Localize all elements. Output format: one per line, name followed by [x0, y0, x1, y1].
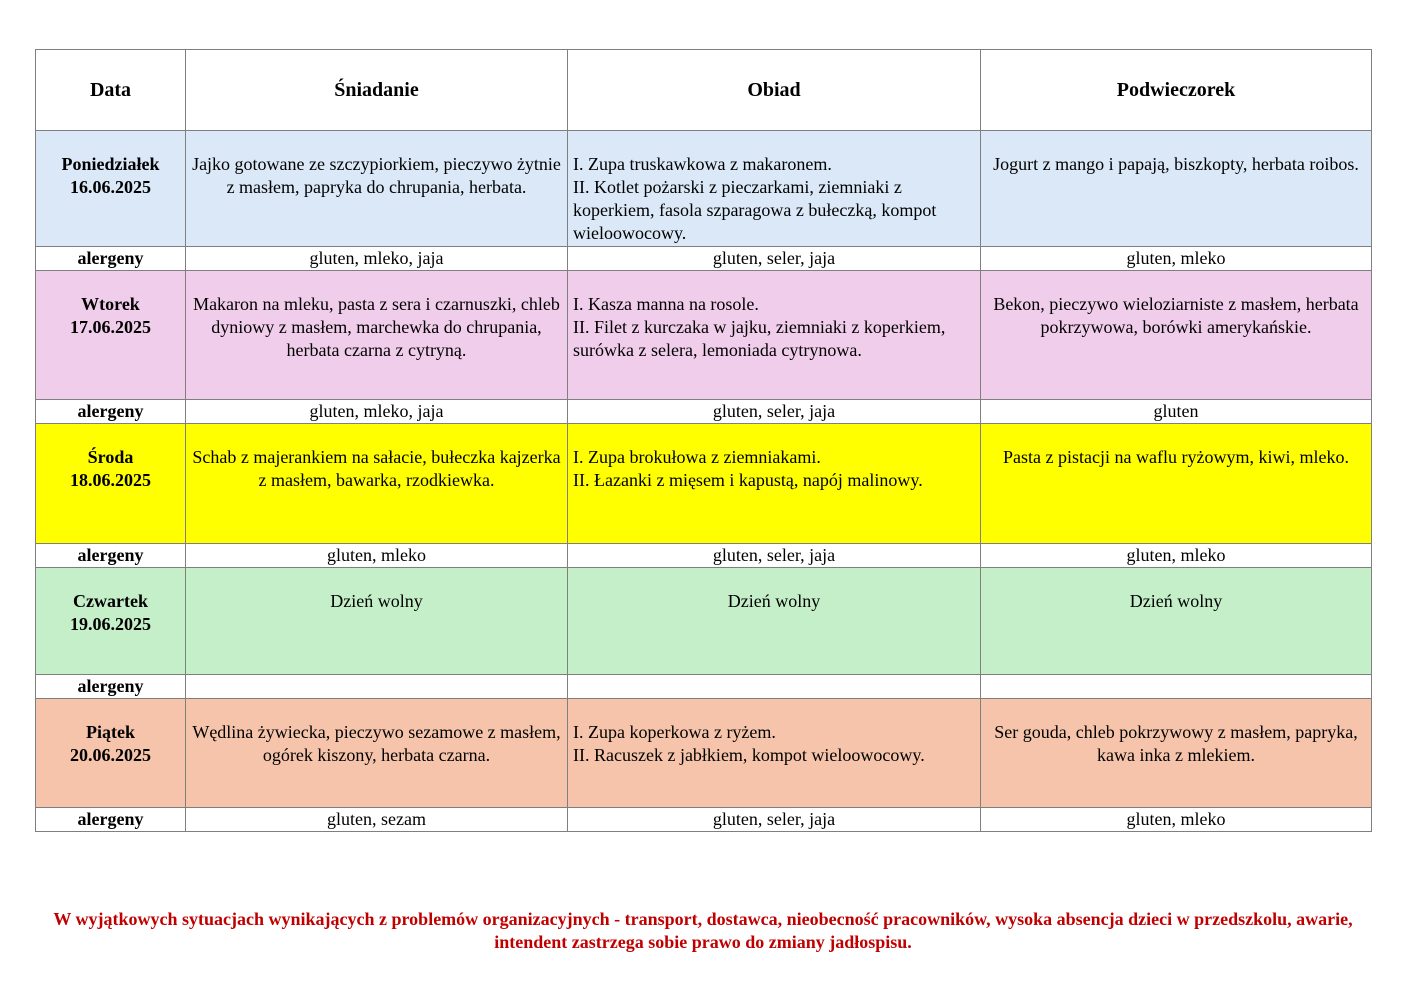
lunch-cell	[568, 424, 981, 544]
day-cell	[36, 424, 186, 544]
breakfast-cell: Jajko gotowane ze szczypiorkiem, pieczywo żytnie z masłem, papryka do chrupania, herbata.	[186, 131, 568, 247]
allergen-lunch	[568, 675, 981, 699]
allergen-row-monday	[36, 247, 1372, 271]
breakfast-cell: Schab z majerankiem na sałacie, bułeczka kajzerka z masłem, bawarka, rzodkiewka.	[186, 424, 568, 544]
day-date: 20.06.2025	[70, 745, 151, 765]
day-cell	[36, 699, 186, 808]
snack-cell: Pasta z pistacji na waflu ryżowym, kiwi, mleko.	[981, 424, 1372, 544]
allergen-row-friday	[36, 808, 1372, 832]
day-cell	[36, 271, 186, 400]
lunch-cell	[568, 271, 981, 400]
allergen-breakfast: gluten, sezam	[186, 808, 568, 832]
day-row-friday	[36, 699, 1372, 808]
header-snack: Podwieczorek	[981, 50, 1372, 131]
lunch-cell	[568, 699, 981, 808]
day-name: Piątek	[86, 722, 135, 742]
day-date: 19.06.2025	[70, 614, 151, 634]
header-lunch: Obiad	[568, 50, 981, 131]
lunch-main: II. Kotlet pożarski z pieczarkami, ziemniaki z koperkiem, fasola szparagowa z bułeczką, kompot wieloowocowy.	[573, 177, 937, 243]
allergen-label: alergeny	[36, 544, 186, 568]
day-row-tuesday	[36, 271, 1372, 400]
disclaimer-note: W wyjątkowych sytuacjach wynikających z problemów organizacyjnych - transport, dostawca, nieobecność pracowników, wysoka absencja dzieci w przedszkolu, awarie, intendent zastrzega sobie prawo do zmiany jadłospisu.	[53, 909, 1353, 952]
lunch-soup: I. Zupa koperkowa z ryżem.	[573, 722, 776, 742]
header-row	[36, 50, 1372, 131]
allergen-row-wednesday	[36, 544, 1372, 568]
allergen-breakfast: gluten, mleko, jaja	[186, 400, 568, 424]
allergen-label: alergeny	[36, 247, 186, 271]
allergen-breakfast: gluten, mleko, jaja	[186, 247, 568, 271]
allergen-snack: gluten, mleko	[981, 247, 1372, 271]
header-date: Data	[36, 50, 186, 131]
allergen-lunch: gluten, seler, jaja	[568, 400, 981, 424]
lunch-main: II. Filet z kurczaka w jajku, ziemniaki z koperkiem, surówka z selera, lemoniada cytrynowa.	[573, 317, 946, 360]
snack-cell: Ser gouda, chleb pokrzywowy z masłem, papryka, kawa inka z mlekiem.	[981, 699, 1372, 808]
allergen-breakfast	[186, 675, 568, 699]
day-row-wednesday	[36, 424, 1372, 544]
lunch-cell	[568, 131, 981, 247]
day-name: Środa	[87, 447, 134, 467]
allergen-label: alergeny	[36, 675, 186, 699]
day-row-monday	[36, 131, 1372, 247]
snack-cell: Jogurt z mango i papają, biszkopty, herbata roibos.	[981, 131, 1372, 247]
allergen-snack: gluten, mleko	[981, 808, 1372, 832]
header-breakfast: Śniadanie	[186, 50, 568, 131]
lunch-soup: I. Zupa truskawkowa z makaronem.	[573, 154, 832, 174]
breakfast-cell: Dzień wolny	[186, 568, 568, 675]
day-row-thursday	[36, 568, 1372, 675]
allergen-row-thursday	[36, 675, 1372, 699]
lunch-cell	[568, 568, 981, 675]
allergen-snack	[981, 675, 1372, 699]
lunch-soup: Dzień wolny	[727, 591, 821, 611]
day-name: Poniedziałek	[61, 154, 160, 174]
breakfast-cell: Wędlina żywiecka, pieczywo sezamowe z masłem, ogórek kiszony, herbata czarna.	[186, 699, 568, 808]
allergen-lunch: gluten, seler, jaja	[568, 808, 981, 832]
allergen-snack: gluten, mleko	[981, 544, 1372, 568]
day-name: Czwartek	[73, 591, 148, 611]
day-cell	[36, 131, 186, 247]
day-date: 18.06.2025	[70, 470, 151, 490]
allergen-breakfast: gluten, mleko	[186, 544, 568, 568]
allergen-lunch: gluten, seler, jaja	[568, 544, 981, 568]
allergen-row-tuesday	[36, 400, 1372, 424]
snack-cell: Bekon, pieczywo wieloziarniste z masłem, herbata pokrzywowa, borówki amerykańskie.	[981, 271, 1372, 400]
lunch-soup: I. Zupa brokułowa z ziemniakami.	[573, 447, 821, 467]
lunch-main: II. Racuszek z jabłkiem, kompot wieloowocowy.	[573, 745, 925, 765]
breakfast-cell: Makaron na mleku, pasta z sera i czarnuszki, chleb dyniowy z masłem, marchewka do chrupania, herbata czarna z cytryną.	[186, 271, 568, 400]
allergen-label: alergeny	[36, 400, 186, 424]
day-cell	[36, 568, 186, 675]
allergen-label: alergeny	[36, 808, 186, 832]
menu-table	[35, 49, 1372, 832]
snack-cell: Dzień wolny	[981, 568, 1372, 675]
lunch-main: II. Łazanki z mięsem i kapustą, napój malinowy.	[573, 470, 923, 490]
day-name: Wtorek	[81, 294, 140, 314]
allergen-lunch: gluten, seler, jaja	[568, 247, 981, 271]
lunch-soup: I. Kasza manna na rosole.	[573, 294, 759, 314]
allergen-snack: gluten	[981, 400, 1372, 424]
day-date: 16.06.2025	[70, 177, 151, 197]
day-date: 17.06.2025	[70, 317, 151, 337]
